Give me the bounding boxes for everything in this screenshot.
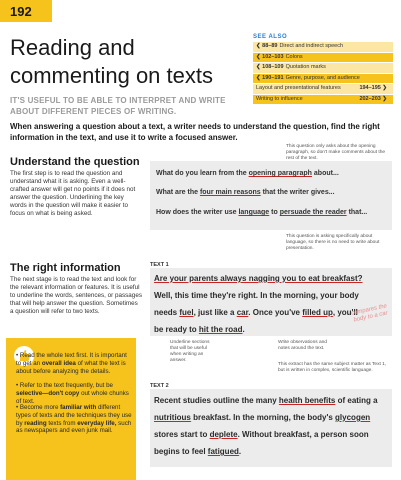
text2-line-3: stores start to deplete. Without breakfast, a person soon — [154, 430, 369, 439]
underline-nutritious: nutritious — [154, 413, 191, 422]
underline-language: language — [238, 209, 270, 216]
tip-item-refer-to-text: • Refer to the text frequently, but be selective—don't copy out whole chunks of text. — [16, 382, 129, 405]
handwritten-note: compares the body to a car — [350, 303, 389, 324]
annotation-write-observations: Write observations and notes around the text. — [278, 340, 327, 351]
text2-passage — [154, 392, 390, 460]
page-title-line1: Reading and — [10, 35, 135, 60]
text1-line-1 — [154, 270, 390, 287]
underline-health-benefits: health benefits — [278, 396, 336, 405]
underline-fuel: fuel — [179, 308, 194, 317]
section1-body: The first step is to read the question and understand what it is asking. Even a well-crafted answer will get no points if it does not answer the question. Underlining the key words in the question will make it easier to focus on what is being asked. — [10, 170, 136, 217]
question-3: How does the writer use language to persuade the reader that... — [156, 209, 368, 216]
section-heading-right-information: The right information — [10, 262, 121, 274]
text2-line-1: Recent studies outline the many health benefits of eating a — [154, 396, 378, 405]
see-also-item[interactable]: ❮ 190–191 Genre, purpose, and audience — [253, 74, 393, 84]
tips-box — [6, 338, 136, 480]
text2-line-2: nutritious breakfast. In the morning, the body's glycogen — [154, 413, 371, 422]
underline-hit-the-road: hit the road — [198, 325, 243, 334]
see-also-heading: SEE ALSO — [253, 34, 288, 40]
tip-item-read-whole-text: • Read the whole text first. It is important to get an overall idea of what the text is about before analyzing the details. — [16, 352, 127, 375]
underline-deplete: deplete — [209, 430, 238, 439]
underline-fatigued: fatigued — [207, 447, 239, 456]
underline-nagging: Are your parents always nagging you to eat breakfast? — [154, 274, 363, 283]
see-also-box — [253, 34, 393, 105]
question-2: What are the four main reasons that the writer gives... — [156, 189, 335, 196]
see-also-item[interactable]: ❮ 88–89 Direct and indirect speech — [253, 42, 393, 52]
underline-opening-paragraph: opening paragraph — [248, 170, 312, 177]
section2-body: The next stage is to read the text and look for the relevant information or features. It is useful to underline the words, sentences, or passages that will help answer the question. Sometimes a question will refer to two texts. — [10, 276, 142, 315]
annotation-underline-sections: Underline sections that will be useful when writing an answer. — [170, 340, 210, 363]
annotation-same-subject: This extract has the same subject matter as Text 1, but is written in complex, scientific language. — [278, 362, 387, 373]
see-also-item[interactable]: ❮ 102–103 Colons — [253, 53, 393, 63]
see-also-item[interactable]: Writing to influence 202–203 ❯ — [253, 95, 393, 105]
text1-label: TEXT 1 — [150, 262, 169, 268]
annotation-opening-paragraph: This question only asks about the opening paragraph, so don't make comments about the rest of the text. — [286, 144, 386, 161]
page-title-line2: commenting on texts — [10, 63, 213, 88]
intro-paragraph: When answering a question about a text, a writer needs to understand the question, find the right information in the text, and use it to write a focused answer. — [10, 122, 380, 142]
text1-line-3: needs fuel, just like a car. Once you've filled up, you'll — [154, 308, 358, 317]
page-number: 192 — [10, 4, 32, 19]
page-subtitle: IT'S USEFUL TO BE ABLE TO INTERPRET AND WRITE ABOUT DIFFERENT PIECES OF WRITING. — [10, 96, 226, 116]
page-number-tab — [0, 0, 52, 22]
underline-filled-up: filled up — [302, 308, 333, 317]
tip-item-become-familiar: • Become more familiar with different types of texts and the techniques they use by reading texts from everyday life, such as newspapers and even junk mail. — [16, 404, 132, 435]
text1-passage — [154, 270, 390, 338]
section-heading-understand-question: Understand the question — [10, 156, 140, 168]
see-also-item[interactable]: Layout and presentational features 194–195 ❯ — [253, 84, 393, 94]
text1-line-2: Well, this time they're right. In the morning, your body — [154, 291, 359, 300]
text2-line-4: begins to feel fatigued. — [154, 447, 242, 456]
see-also-item[interactable]: ❮ 108–109 Quotation marks — [253, 63, 393, 73]
underline-glycogen: glycogen — [335, 413, 371, 422]
text2-label: TEXT 2 — [150, 383, 169, 389]
question-1: What do you learn from the opening paragraph about... — [156, 170, 339, 177]
text1-line-4: be ready to hit the road. — [154, 325, 245, 334]
underline-car: car — [236, 308, 249, 317]
page-title — [10, 34, 213, 90]
annotation-language: This question is asking specifically about language, so there is no need to write about presentation. — [286, 234, 380, 251]
underline-four-main-reasons: four main reasons — [199, 189, 261, 196]
underline-persuade-the-reader: persuade the reader — [279, 209, 347, 216]
